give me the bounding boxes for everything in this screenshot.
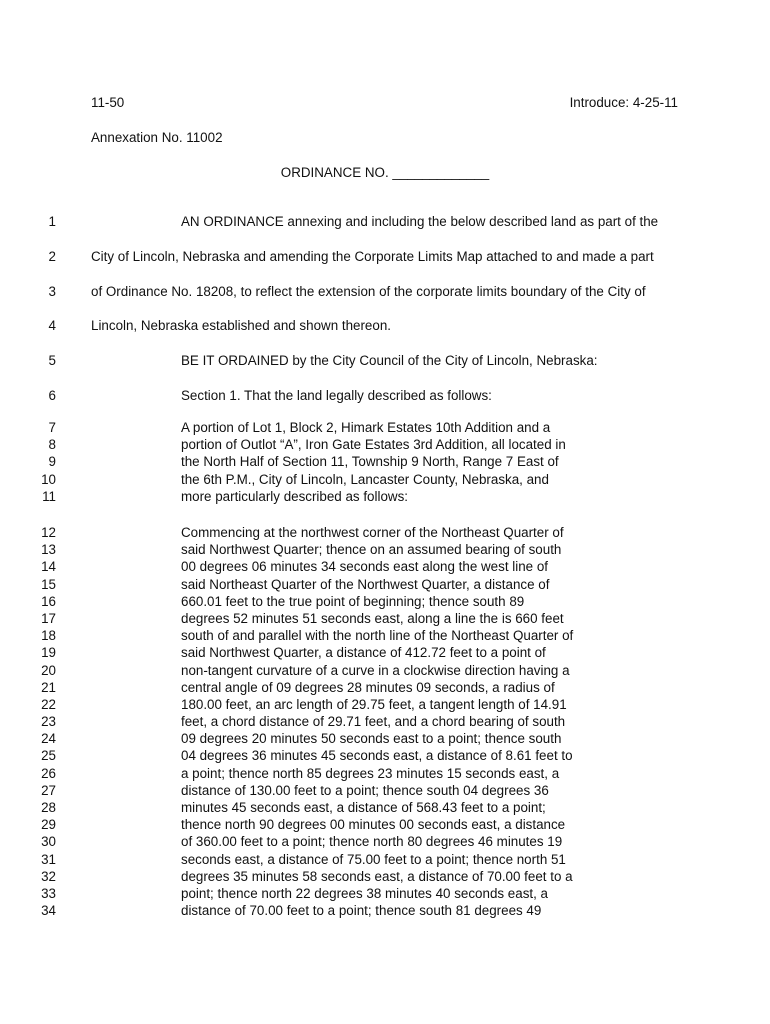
line-number: 13 [41,542,56,558]
legal-text: said Northwest Quarter; thence on an assumed bearing of south [181,542,562,558]
legal-text: point; thence north 22 degrees 38 minutes 40 seconds east, a [181,885,549,901]
line-number: 28 [41,800,56,815]
line-number: 27 [41,782,56,798]
legal-text: said Northwest Quarter, a distance of 412.72 feet to a point of [181,645,546,661]
legal-text: more particularly described as follows: [181,488,408,504]
legal-text: a point; thence north 85 degrees 23 minutes 15 seconds east, a [181,765,560,781]
ordinance-text-line: Section 1. That the land legally described as follows: [181,388,492,403]
legal-text: Commencing at the northwest corner of the Northeast Quarter of [181,525,564,540]
annexation-number: Annexation No. 11002 [91,130,223,145]
ordinance-text-line: BE IT ORDAINED by the City Council of the City of Lincoln, Nebraska: [181,353,598,368]
line-number: 16 [41,593,56,609]
line-number: 14 [41,559,56,575]
legal-text: south of and parallel with the north line of the Northeast Quarter of [181,628,574,644]
legal-text: central angle of 09 degrees 28 minutes 09 seconds, a radius of [181,679,555,695]
legal-text: 09 degrees 20 minutes 50 seconds east to a point; thence south [181,731,562,747]
line-number: 20 [41,662,56,678]
ordinance-text-line: City of Lincoln, Nebraska and amending the Corporate Limits Map attached to and made a part [91,249,654,264]
line-number: 24 [41,731,56,747]
line-number: 18 [41,628,56,644]
document-id: 11-50 [91,95,125,110]
legal-text: non-tangent curvature of a curve in a clockwise direction having a [181,662,570,678]
line-number: 22 [41,696,56,712]
line-number: 30 [41,834,56,850]
line-number: 6 [48,388,56,403]
line-number: 33 [41,885,56,901]
line-number: 23 [41,714,56,730]
line-number: 21 [41,679,56,695]
line-number: 9 [48,454,56,470]
line-number: 5 [48,353,56,368]
line-number: 1 [48,214,56,229]
line-number: 34 [41,903,56,919]
line-number: 15 [41,576,56,592]
line-number: 26 [41,765,56,781]
line-number: 11 [42,488,56,504]
ordinance-text-line: of Ordinance No. 18208, to reflect the extension of the corporate limits boundary of the City of [91,284,646,299]
legal-text: seconds east, a distance of 75.00 feet to a point; thence north 51 [181,851,566,867]
line-number: 29 [41,817,56,833]
legal-text: 04 degrees 36 minutes 45 seconds east, a distance of 8.61 feet to [181,748,573,764]
legal-text: A portion of Lot 1, Block 2, Himark Estates 10th Addition and a [181,420,551,435]
legal-text: the 6th P.M., City of Lincoln, Lancaster County, Nebraska, and [181,471,549,487]
legal-text: 180.00 feet, an arc length of 29.75 feet, a tangent length of 14.91 [181,696,567,712]
ordinance-text-line: Lincoln, Nebraska established and shown thereon. [91,318,391,333]
legal-text: distance of 130.00 feet to a point; thence south 04 degrees 36 [181,782,549,798]
legal-text: minutes 45 seconds east, a distance of 568.43 feet to a point; [181,800,546,815]
legal-text: 660.01 feet to the true point of beginning; thence south 89 [181,593,525,609]
line-number: 8 [48,437,56,453]
line-number: 19 [41,645,56,661]
line-number: 7 [48,420,56,435]
ordinance-text-line: AN ORDINANCE annexing and including the below described land as part of the [181,214,659,229]
legal-text: degrees 35 minutes 58 seconds east, a distance of 70.00 feet to a [181,868,573,884]
line-number: 3 [48,284,56,299]
legal-text: thence north 90 degrees 00 minutes 00 seconds east, a distance [181,817,566,833]
line-number: 2 [48,249,56,264]
line-number: 12 [41,525,56,540]
legal-text: 00 degrees 06 minutes 34 seconds east along the west line of [181,559,548,575]
introduce-date: Introduce: 4-25-11 [569,95,678,110]
legal-text: distance of 70.00 feet to a point; thence south 81 degrees 49 [181,903,542,919]
line-number: 4 [48,318,56,333]
legal-text: portion of Outlot “A”, Iron Gate Estates 3rd Addition, all located in [181,437,566,453]
line-number: 25 [41,748,56,764]
legal-text: said Northeast Quarter of the Northwest Quarter, a distance of [181,576,550,592]
line-number: 17 [41,610,56,626]
line-number: 31 [41,851,56,867]
line-number: 32 [41,868,56,884]
line-number: 10 [41,471,56,487]
legal-text: the North Half of Section 11, Township 9 North, Range 7 East of [181,454,559,470]
legal-text: of 360.00 feet to a point; thence north 80 degrees 46 minutes 19 [181,834,563,850]
legal-text: degrees 52 minutes 51 seconds east, along a line the is 660 feet [181,610,564,626]
ordinance-title: ORDINANCE NO. _____________ [280,165,490,180]
legal-text: feet, a chord distance of 29.71 feet, and a chord bearing of south [181,714,566,730]
